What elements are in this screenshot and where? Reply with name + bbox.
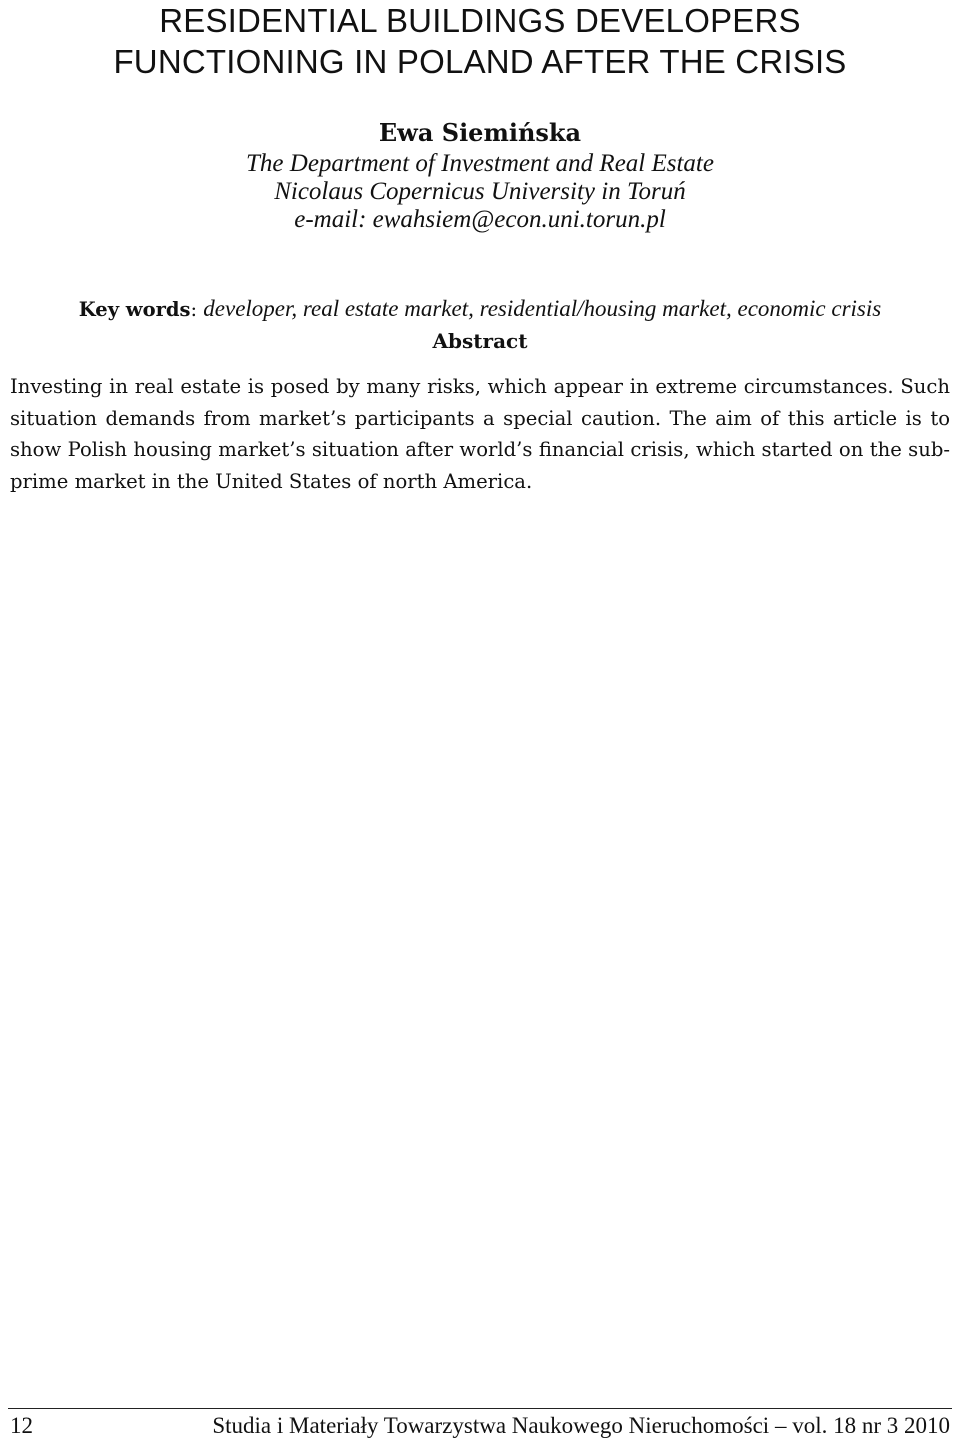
keywords-separator: : (190, 298, 204, 321)
keywords-label: Key words (78, 298, 191, 321)
paper-title-line-2: FUNCTIONING IN POLAND AFTER THE CRISIS (113, 43, 847, 80)
abstract-heading: Abstract (432, 329, 528, 353)
keywords-list: developer, real estate market, residential/housing market, economic crisis (203, 296, 882, 321)
author-university: Nicolaus Copernicus University in Toruń (274, 178, 686, 205)
author-email: e-mail: ewahsiem@econ.uni.torun.pl (294, 206, 666, 233)
keywords-line (0, 294, 960, 325)
paper-title (0, 0, 960, 82)
author-block (0, 116, 960, 234)
footer-page-number: 12 (10, 1413, 33, 1438)
footer-divider (8, 1408, 952, 1409)
author-name: Ewa Siemińska (378, 118, 582, 147)
author-department: The Department of Investment and Real Estate (246, 150, 714, 177)
abstract-body: Investing in real estate is posed by many risks, which appear in extreme circumstances. Such situation demands from market’s participants a special caution. The aim of this article is to show Polish housing market’s situation after world’s financial crisis, which started on the sub-prime market in the United States of north America. (10, 375, 950, 493)
paper-title-line-1: RESIDENTIAL BUILDINGS DEVELOPERS (159, 2, 801, 39)
footer-journal-citation: Studia i Materiały Towarzystwa Naukowego Nieruchomości – vol. 18 nr 3 2010 (212, 1413, 950, 1438)
